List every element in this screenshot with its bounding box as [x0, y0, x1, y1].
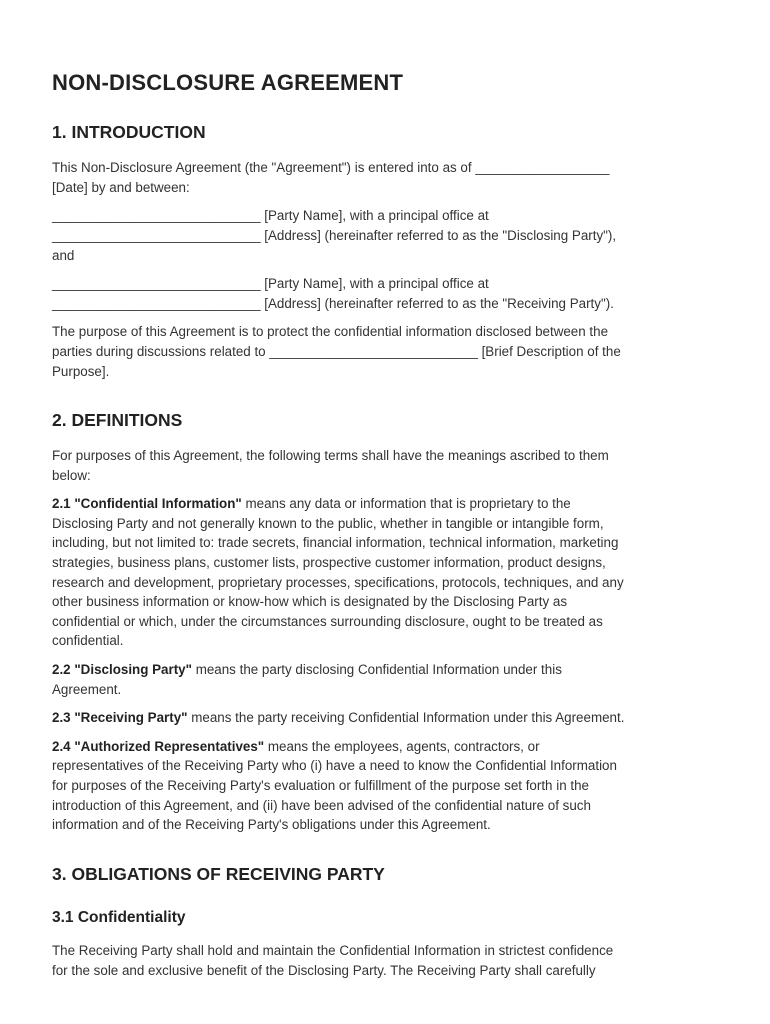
definition-line: including, but not limited to: trade secrets, financial information, technical information, marketing [52, 535, 619, 551]
receiving-party-paragraph [52, 274, 724, 313]
conjunction-and: and [52, 247, 75, 263]
definition-line: other business information or know-how which is designated by the Disclosing Party as [52, 594, 568, 610]
purpose-line: parties during discussions related to ____________________________ [Brief Description of the [52, 344, 621, 360]
definition-line: means the party disclosing Confidential Information under this [191, 662, 562, 678]
purpose-paragraph [52, 322, 724, 381]
intro-line: [Date] by and between: [52, 179, 190, 195]
definition-confidential-information [52, 494, 724, 651]
definition-line: Disclosing Party and not generally known to the public, whether in tangible or intangible form, [52, 515, 604, 531]
disclosing-party-paragraph [52, 206, 724, 265]
receiving-party-line: ____________________________ [Address] (hereinafter referred to as the "Receiving Party"). [52, 295, 614, 311]
definition-line: means the employees, agents, contractors, or [264, 738, 540, 754]
definition-term: 2.2 "Disclosing Party" [52, 662, 192, 678]
definition-receiving-party [52, 708, 724, 728]
section-heading-obligations: 3. OBLIGATIONS OF RECEIVING PARTY [52, 863, 385, 884]
definition-line: confidential. [52, 633, 124, 649]
document-page [52, 70, 724, 989]
definition-term: 2.3 "Receiving Party" [52, 710, 188, 726]
definitions-intro-line: For purposes of this Agreement, the following terms shall have the meanings ascribed to them [52, 448, 609, 464]
disclosing-party-line: ____________________________ [Party Name], with a principal office at [52, 208, 489, 224]
subsection-heading-confidentiality: 3.1 Confidentiality [52, 908, 186, 926]
definition-line: Agreement. [52, 681, 122, 697]
section-heading-definitions: 2. DEFINITIONS [52, 410, 183, 431]
intro-line: This Non-Disclosure Agreement (the "Agreement") is entered into as of __________________ [52, 160, 610, 176]
confidentiality-paragraph [52, 941, 724, 980]
disclosing-party-line: ____________________________ [Address] (hereinafter referred to as the "Disclosing Party"), [52, 228, 617, 244]
purpose-line: The purpose of this Agreement is to protect the confidential information disclosed between the [52, 324, 609, 340]
definition-line: strategies, business plans, customer lists, prospective customer information, product designs, [52, 555, 606, 571]
definitions-intro-line: below: [52, 467, 91, 483]
definition-line: representatives of the Receiving Party who (i) have a need to know the Confidential Information [52, 758, 617, 774]
document-title: NON-DISCLOSURE AGREEMENT [52, 70, 404, 95]
definitions-intro-paragraph [52, 446, 724, 485]
definition-line: for purposes of the Receiving Party's evaluation or fulfillment of the purpose set forth in the [52, 777, 589, 793]
definition-term: 2.1 "Confidential Information" [52, 496, 242, 512]
definition-authorized-representatives [52, 737, 724, 835]
definition-line: means any data or information that is proprietary to the [241, 496, 571, 512]
definition-term: 2.4 "Authorized Representatives" [52, 738, 265, 754]
confidentiality-line: The Receiving Party shall hold and maintain the Confidential Information in strictest confidence [52, 943, 614, 959]
confidentiality-line: for the sole and exclusive benefit of the Disclosing Party. The Receiving Party shall carefully [52, 962, 596, 978]
receiving-party-line: ____________________________ [Party Name], with a principal office at [52, 276, 489, 292]
definition-line: confidential or which, under the circumstances surrounding disclosure, ought to be treated as [52, 613, 603, 629]
purpose-line: Purpose]. [52, 363, 110, 379]
intro-paragraph [52, 158, 724, 197]
definition-disclosing-party [52, 660, 724, 699]
definition-line: research and development, proprietary processes, specifications, protocols, techniques, and any [52, 574, 624, 590]
definition-line: information and of the Receiving Party's obligations under this Agreement. [52, 817, 491, 833]
section-heading-introduction: 1. INTRODUCTION [52, 122, 206, 143]
definition-line: introduction of this Agreement, and (ii) have been advised of the confidential nature of such [52, 797, 591, 813]
definition-line: means the party receiving Confidential Information under this Agreement. [187, 710, 625, 726]
